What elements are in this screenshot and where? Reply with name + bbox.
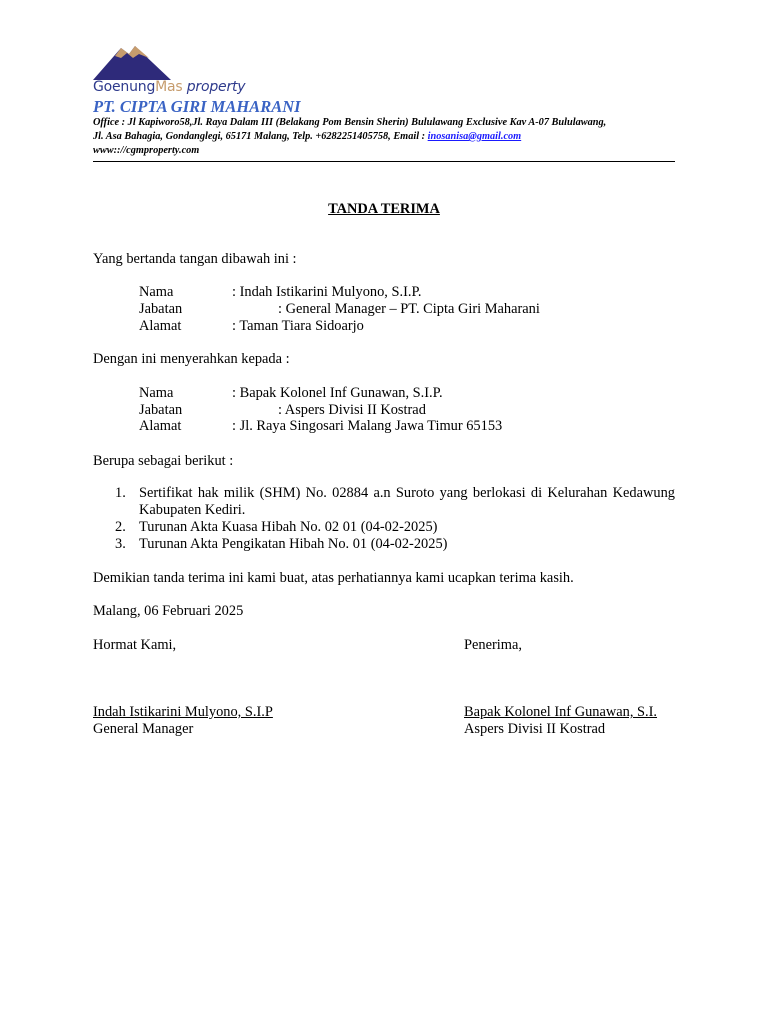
list-item: [93, 519, 675, 536]
recipient-name-value: : Bapak Kolonel Inf Gunawan, S.I.P.: [232, 385, 443, 401]
recipient-address-value: : Jl. Raya Singosari Malang Jawa Timur 65153: [232, 418, 503, 434]
items-intro: Berupa sebagai berikut :: [93, 453, 234, 469]
brand-part-goenung: Goenung: [93, 79, 156, 95]
company-name: PT. CIPTA GIRI MAHARANI: [93, 97, 301, 116]
place-date: Malang, 06 Februari 2025: [93, 603, 244, 619]
sign-right-name: Bapak Kolonel Inf Gunawan, S.I.: [464, 704, 658, 720]
recipient-address-label: Alamat: [139, 418, 182, 434]
sign-right-greeting: Penerima,: [464, 637, 522, 653]
sender-address-label: Alamat: [139, 318, 182, 334]
sign-right-title: Aspers Divisi II Kostrad: [464, 721, 606, 737]
sign-left-name: Indah Istikarini Mulyono, S.I.P: [93, 704, 273, 720]
sign-left-title: General Manager: [93, 721, 194, 737]
list-item-text: Turunan Akta Pengikatan Hibah No. 01 (04-02-2025): [139, 536, 448, 552]
office-line-1: Office : Jl Kapiworo58,Jl. Raya Dalam III (Belakang Pom Bensin Sherin) Bululawang Exclusive Kav A-07 Bululawang,: [93, 117, 607, 128]
office-line-2-text: Jl. Asa Bahagia, Gondanglegi, 65171 Malang, Telp. +6282251405758, Email :: [93, 131, 428, 142]
list-item: [93, 536, 675, 553]
closing-text: Demikian tanda terima ini kami buat, atas perhatiannya kami ucapkan terima kasih.: [93, 570, 574, 586]
sender-name-value: : Indah Istikarini Mulyono, S.I.P.: [232, 284, 422, 300]
email-link[interactable]: inosanisa@gmail.com: [427, 131, 522, 142]
sender-address-value: : Taman Tiara Sidoarjo: [232, 318, 364, 334]
brand-part-mas: Mas: [155, 79, 183, 95]
sender-position-label: Jabatan: [139, 301, 183, 317]
recipient-name-label: Nama: [139, 385, 174, 401]
website: www:://cgmproperty.com: [93, 145, 200, 156]
list-item-text: Turunan Akta Kuasa Hibah No. 02 01 (04-02-2025): [139, 519, 438, 535]
mountain-logo-icon: [93, 42, 173, 82]
office-address: [93, 116, 683, 158]
list-item-number: 1.: [115, 485, 126, 501]
list-item-number: 3.: [115, 536, 126, 552]
brand-part-property: property: [182, 79, 246, 95]
list-item: [93, 485, 675, 519]
sign-left-greeting: Hormat Kami,: [93, 637, 177, 653]
header-divider: [93, 161, 675, 162]
sender-name-label: Nama: [139, 284, 174, 300]
sender-position-value: : General Manager – PT. Cipta Giri Maharani: [278, 301, 540, 317]
intro-text: Yang bertanda tangan dibawah ini :: [93, 251, 297, 267]
handover-text: Dengan ini menyerahkan kepada :: [93, 351, 290, 367]
items-list: [93, 485, 675, 553]
list-item-text: Sertifikat hak milik (SHM) No. 02884 a.n Suroto yang berlokasi di Kelurahan Kedawung Kabupaten Kediri.: [139, 485, 675, 518]
list-item-number: 2.: [115, 519, 126, 535]
recipient-position-label: Jabatan: [139, 402, 183, 418]
recipient-position-value: : Aspers Divisi II Kostrad: [278, 402, 426, 418]
office-line-2: [93, 130, 683, 144]
brand-name: [93, 79, 245, 95]
document-title: TANDA TERIMA: [328, 201, 440, 217]
